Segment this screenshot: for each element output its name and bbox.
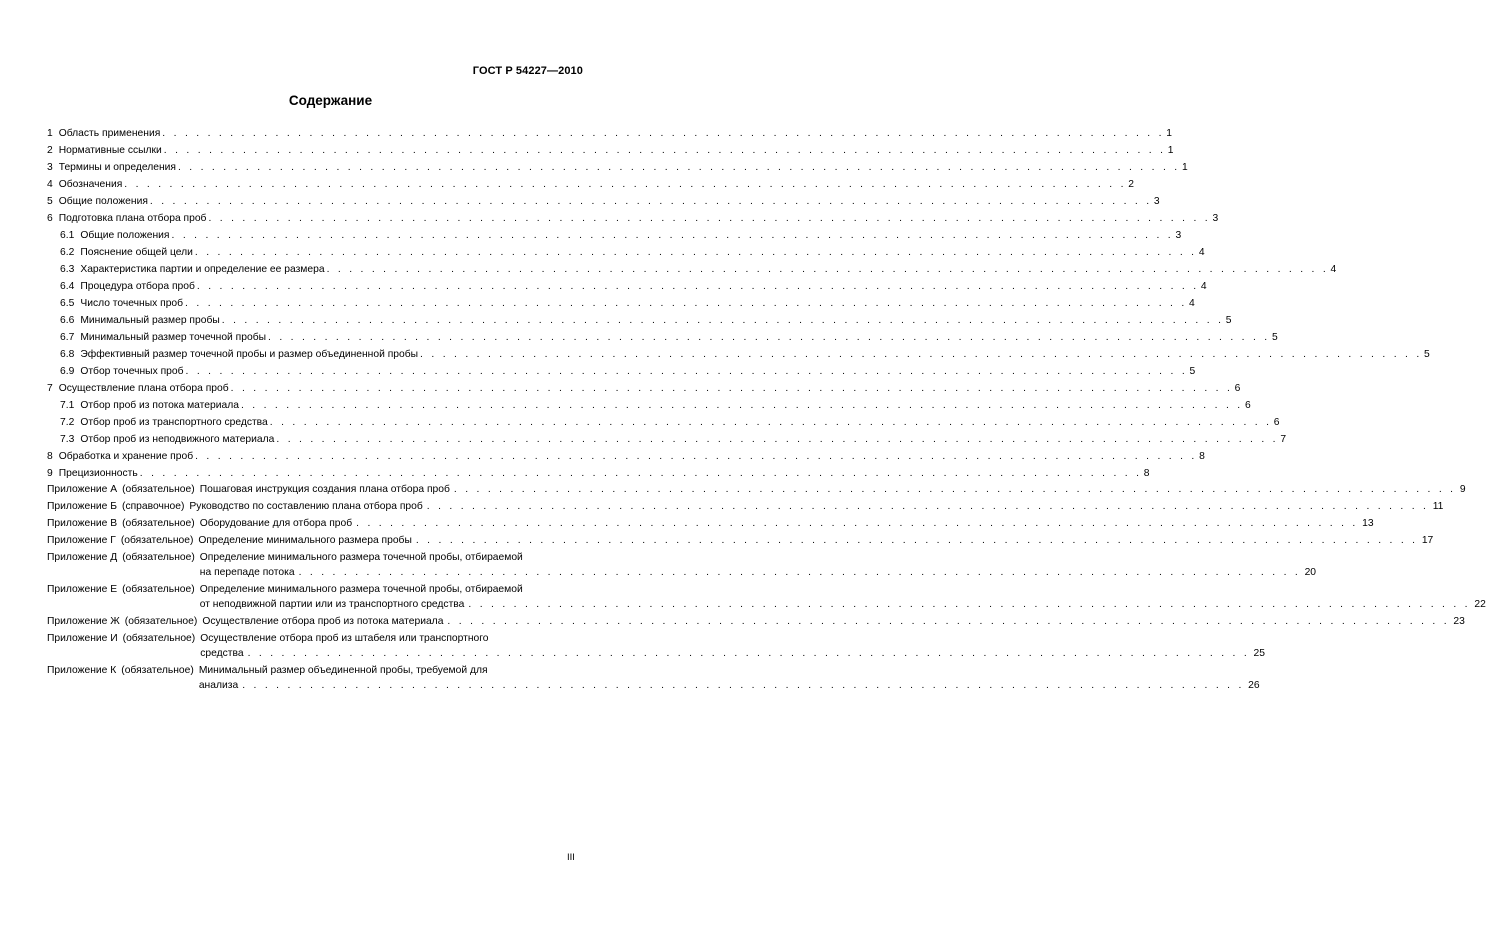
page-reference: 7 xyxy=(1280,434,1287,445)
toc-section-entry[interactable] xyxy=(47,463,1150,480)
dot-leader: . . . . . . . . . . . . . . . . . . . . . . . . . . . . . . . . . . . . . . . . . . . . . . . . . . . . . . . . . . . . . . . . . . . . . . . . . . . . . . . . . . . . . . . . . xyxy=(326,264,1329,275)
toc-subsection-entry[interactable] xyxy=(47,361,1196,378)
toc-subsection-entry[interactable] xyxy=(47,327,1278,344)
dot-leader: . . . . . . . . . . . . . . . . . . . . . . . . . . . . . . . . . . . . . . . . . . . . . . . . . . . . . . . . . . . . . . . . . . . . . . . . . . . . . . . . . . . . . . . . . xyxy=(242,680,1245,691)
section-title: Подготовка плана отбора проб xyxy=(58,213,207,224)
appendix-title-line xyxy=(198,678,1260,693)
section-number: 6 xyxy=(47,213,53,224)
dot-leader: . . . . . . . . . . . . . . . . . . . . . . . . . . . . . . . . . . . . . . . . . . . . . . . . . . . . . . . . . . . . . . . . . . . . . . . . . . . . . . . . . . . . . . . . . xyxy=(221,315,1224,326)
toc-appendix-entry[interactable] xyxy=(47,516,1374,531)
dot-leader: . . . . . . . . . . . . . . . . . . . . . . . . . . . . . . . . . . . . . . . . . . . . . . . . . . . . . . . . . . . . . . . . . . . . . . . . . . . . . . . . . . . . . . . . . xyxy=(247,648,1250,659)
dot-leader: . . . . . . . . . . . . . . . . . . . . . . . . . . . . . . . . . . . . . . . . . . . . . . . . . . . . . . . . . . . . . . . . . . . . . . . . . . . . . . . . . . . . . . . . . xyxy=(196,281,1199,292)
appendix-title xyxy=(199,550,1317,580)
page-reference: 1 xyxy=(1166,128,1172,139)
section-title: Характеристика партии и определение ее размера xyxy=(80,264,325,275)
section-title: Осуществление плана отбора проб xyxy=(58,383,229,394)
page-reference: 3 xyxy=(1212,213,1219,224)
page-reference: 23 xyxy=(1453,616,1465,627)
appendix-status: (обязательное) xyxy=(122,552,195,563)
toc-appendix-entry[interactable] xyxy=(47,631,1265,661)
page-reference: 26 xyxy=(1248,680,1260,691)
section-number: 8 xyxy=(47,451,53,462)
section-number: 6.2 xyxy=(60,247,75,258)
dot-leader: . . . . . . . . . . . . . . . . . . . . . . . . . . . . . . . . . . . . . . . . . . . . . . . . . . . . . . . . . . . . . . . . . . . . . . . . . . . . . . . . . . . . . . . . . xyxy=(177,162,1180,173)
dot-leader: . . . . . . . . . . . . . . . . . . . . . . . . . . . . . . . . . . . . . . . . . . . . . . . . . . . . . . . . . . . . . . . . . . . . . . . . . . . . . . . . . . . . . . . . . xyxy=(163,145,1166,156)
toc-subsection-entry[interactable] xyxy=(47,242,1205,259)
dot-leader: . . . . . . . . . . . . . . . . . . . . . . . . . . . . . . . . . . . . . . . . . . . . . . . . . . . . . . . . . . . . . . . . . . . . . . . . . . . . . . . . . . . . . . . . . xyxy=(269,417,1272,428)
toc-subsection-entry[interactable] xyxy=(47,293,1195,310)
dot-leader: . . . . . . . . . . . . . . . . . . . . . . . . . . . . . . . . . . . . . . . . . . . . . . . . . . . . . . . . . . . . . . . . . . . . . . . . . . . . . . . . . . . . . . . . . xyxy=(276,434,1279,445)
page-reference: 3 xyxy=(1175,230,1182,241)
toc-section-entry[interactable] xyxy=(47,157,1188,174)
appendix-name: Приложение В xyxy=(47,518,118,529)
appendix-status: (обязательное) xyxy=(122,584,195,595)
section-title: Отбор проб из транспортного средства xyxy=(80,417,268,428)
dot-leader: . . . . . . . . . . . . . . . . . . . . . . . . . . . . . . . . . . . . . . . . . . . . . . . . . . . . . . . . . . . . . . . . . . . . . . . . . . . . . . . . . . . . . . . . . xyxy=(415,535,1418,546)
appendix-status: (обязательное) xyxy=(120,535,194,546)
page-reference: 4 xyxy=(1200,281,1207,292)
page-reference: 1 xyxy=(1167,145,1174,156)
table-of-contents xyxy=(47,123,1486,693)
section-title: Минимальный размер точечной пробы xyxy=(80,332,266,343)
page-reference: 5 xyxy=(1271,332,1278,343)
appendix-title xyxy=(198,533,1434,548)
toc-appendix-entry[interactable] xyxy=(47,663,1260,693)
appendix-title-text: Осуществление отбора проб из штабеля или транспортного xyxy=(200,633,489,644)
dot-leader: . . . . . . . . . . . . . . . . . . . . . . . . . . . . . . . . . . . . . . . . . . . . . . . . . . . . . . . . . . . . . . . . . . . . . . . . . . . . . . . . . . . . . . . . . xyxy=(124,179,1127,190)
section-title: Термины и определения xyxy=(58,162,176,173)
page-reference: 9 xyxy=(1459,484,1466,495)
dot-leader: . . . . . . . . . . . . . . . . . . . . . . . . . . . . . . . . . . . . . . . . . . . . . . . . . . . . . . . . . . . . . . . . . . . . . . . . . . . . . . . . . . . . . . . . . xyxy=(420,349,1423,360)
appendix-name: Приложение К xyxy=(47,665,117,676)
toc-section-entry[interactable] xyxy=(47,123,1172,140)
appendix-status: (обязательное) xyxy=(121,665,194,676)
section-number: 4 xyxy=(47,179,53,190)
toc-appendix-entry[interactable] xyxy=(47,499,1444,514)
page-reference: 5 xyxy=(1225,315,1232,326)
page-reference: 5 xyxy=(1189,366,1196,377)
standard-code: ГОСТ Р 54227—2010 xyxy=(472,65,583,77)
section-number: 6.8 xyxy=(60,349,75,360)
page-reference: 4 xyxy=(1198,247,1205,258)
appendix-title-text: анализа xyxy=(198,680,239,691)
toc-subsection-entry[interactable] xyxy=(47,395,1251,412)
appendix-title-text: Осуществление отбора проб из потока материала xyxy=(202,616,444,627)
appendix-status: (обязательное) xyxy=(122,484,195,495)
toc-subsection-entry[interactable] xyxy=(47,276,1207,293)
section-number: 1 xyxy=(47,128,53,139)
section-number: 7.3 xyxy=(60,434,75,445)
section-title: Прецизионность xyxy=(58,468,138,479)
appendix-title xyxy=(189,499,1444,514)
dot-leader: . . . . . . . . . . . . . . . . . . . . . . . . . . . . . . . . . . . . . . . . . . . . . . . . . . . . . . . . . . . . . . . . . . . . . . . . . . . . . . . . . . . . . . . . . xyxy=(268,332,1270,343)
toc-section-entry[interactable] xyxy=(47,446,1205,463)
appendix-title-text: средства xyxy=(200,648,244,659)
page-reference: 6 xyxy=(1234,383,1241,394)
toc-appendix-entry[interactable] xyxy=(47,533,1434,548)
dot-leader: . . . . . . . . . . . . . . . . . . . . . . . . . . . . . . . . . . . . . . . . . . . . . . . . . . . . . . . . . . . . . . . . . . . . . . . . . . . . . . . . . . . . . . . . . xyxy=(139,468,1142,479)
appendix-title-text: от неподвижной партии или из транспортного средства xyxy=(199,599,465,610)
dot-leader: . . . . . . . . . . . . . . . . . . . . . . . . . . . . . . . . . . . . . . . . . . . . . . . . . . . . . . . . . . . . . . . . . . . . . . . . . . . . . . . . . . . . . . . . . xyxy=(195,451,1198,462)
page-reference: 8 xyxy=(1143,468,1150,479)
toc-appendix-entry[interactable] xyxy=(47,582,1486,612)
appendix-status: (справочное) xyxy=(122,501,185,512)
appendix-title xyxy=(199,516,1374,531)
appendix-title-line xyxy=(200,646,1265,661)
appendix-title-line xyxy=(202,614,1465,629)
toc-section-entry[interactable] xyxy=(47,174,1134,191)
page-reference: 8 xyxy=(1199,451,1205,462)
toc-appendix-entry[interactable] xyxy=(47,482,1466,497)
appendix-status: (обязательное) xyxy=(124,616,198,627)
appendix-title xyxy=(202,614,1465,629)
section-number: 6.7 xyxy=(60,332,75,343)
page-reference: 11 xyxy=(1432,501,1444,512)
appendix-name: Приложение Ж xyxy=(47,616,120,627)
section-title: Общие положения xyxy=(80,230,170,241)
section-title: Эффективный размер точечной пробы и размер объединенной пробы xyxy=(80,349,419,360)
appendix-title-line xyxy=(199,482,1466,497)
toc-subsection-entry[interactable] xyxy=(47,225,1182,242)
toc-title: Содержание xyxy=(288,93,373,108)
toc-appendix-entry[interactable] xyxy=(47,614,1465,629)
appendix-status: (обязательное) xyxy=(122,518,195,529)
section-title: Область применения xyxy=(58,128,161,139)
appendix-title-line xyxy=(198,533,1434,548)
section-number: 9 xyxy=(47,468,53,479)
appendix-title xyxy=(198,663,1260,693)
section-title: Обозначения xyxy=(58,179,123,190)
toc-section-entry[interactable] xyxy=(47,378,1241,395)
section-title: Минимальный размер пробы xyxy=(80,315,220,326)
page-number: III xyxy=(567,852,575,863)
section-number: 6.6 xyxy=(60,315,75,326)
section-number: 6.5 xyxy=(60,298,75,309)
dot-leader: . . . . . . . . . . . . . . . . . . . . . . . . . . . . . . . . . . . . . . . . . . . . . . . . . . . . . . . . . . . . . . . . . . . . . . . . . . . . . . . . . . . . . . . . . xyxy=(149,196,1152,207)
dot-leader: . . . . . . . . . . . . . . . . . . . . . . . . . . . . . . . . . . . . . . . . . . . . . . . . . . . . . . . . . . . . . . . . . . . . . . . . . . . . . . . . . . . . . . . . . xyxy=(162,128,1165,139)
appendix-title-text: Руководство по составлению плана отбора проб xyxy=(189,501,423,512)
page-reference: 5 xyxy=(1424,349,1430,360)
appendix-name: Приложение Д xyxy=(47,552,118,563)
toc-section-entry[interactable] xyxy=(47,140,1174,157)
section-number: 3 xyxy=(47,162,53,173)
appendix-title-line xyxy=(199,565,1317,580)
appendix-title-text: Определение минимального размера пробы xyxy=(198,535,412,546)
page-reference: 20 xyxy=(1304,567,1317,578)
dot-leader: . . . . . . . . . . . . . . . . . . . . . . . . . . . . . . . . . . . . . . . . . . . . . . . . . . . . . . . . . . . . . . . . . . . . . . . . . . . . . . . . . . . . . . . . . xyxy=(468,599,1471,610)
section-title: Обработка и хранение проб xyxy=(58,451,194,462)
appendix-title-text: на перепаде потока xyxy=(199,567,295,578)
section-number: 6.3 xyxy=(60,264,75,275)
appendix-title-text: Определение минимального размера точечной пробы, отбираемой xyxy=(199,584,523,595)
dot-leader: . . . . . . . . . . . . . . . . . . . . . . . . . . . . . . . . . . . . . . . . . . . . . . . . . . . . . . . . . . . . . . . . . . . . . . . . . . . . . . . . . . . . . . . . . xyxy=(240,400,1243,411)
dot-leader: . . . . . . . . . . . . . . . . . . . . . . . . . . . . . . . . . . . . . . . . . . . . . . . . . . . . . . . . . . . . . . . . . . . . . . . . . . . . . . . . . . . . . . . . . xyxy=(230,383,1233,394)
dot-leader: . . . . . . . . . . . . . . . . . . . . . . . . . . . . . . . . . . . . . . . . . . . . . . . . . . . . . . . . . . . . . . . . . . . . . . . . . . . . . . . . . . . . . . . . . xyxy=(208,213,1211,224)
appendix-title-line xyxy=(200,582,584,597)
dot-leader: . . . . . . . . . . . . . . . . . . . . . . . . . . . . . . . . . . . . . . . . . . . . . . . . . . . . . . . . . . . . . . . . . . . . . . . . . . . . . . . . . . . . . . . . . xyxy=(185,298,1188,309)
dot-leader: . . . . . . . . . . . . . . . . . . . . . . . . . . . . . . . . . . . . . . . . . . . . . . . . . . . . . . . . . . . . . . . . . . . . . . . . . . . . . . . . . . . . . . . . . xyxy=(298,567,1301,578)
page-reference: 6 xyxy=(1244,400,1251,411)
section-title: Число точечных проб xyxy=(80,298,184,309)
appendix-title-text: Определение минимального размера точечной пробы, отбираемой xyxy=(199,552,523,563)
section-number: 6.4 xyxy=(60,281,75,292)
page-reference: 17 xyxy=(1421,535,1434,546)
dot-leader: . . . . . . . . . . . . . . . . . . . . . . . . . . . . . . . . . . . . . . . . . . . . . . . . . . . . . . . . . . . . . . . . . . . . . . . . . . . . . . . . . . . . . . . . . xyxy=(171,230,1174,241)
section-number: 6.1 xyxy=(60,230,75,241)
toc-subsection-entry[interactable] xyxy=(47,412,1280,429)
page-reference: 2 xyxy=(1128,179,1134,190)
toc-subsection-entry[interactable] xyxy=(47,310,1232,327)
toc-subsection-entry[interactable] xyxy=(47,429,1287,446)
dot-leader: . . . . . . . . . . . . . . . . . . . . . . . . . . . . . . . . . . . . . . . . . . . . . . . . . . . . . . . . . . . . . . . . . . . . . . . . . . . . . . . . . . . . . . . . . xyxy=(447,616,1450,627)
appendix-title-line xyxy=(199,516,1374,531)
appendix-title-text: Минимальный размер объединенной пробы, требуемой для xyxy=(198,665,488,676)
section-title: Отбор точечных проб xyxy=(80,366,184,377)
appendix-status: (обязательное) xyxy=(122,633,196,644)
page-reference: 6 xyxy=(1273,417,1280,428)
appendix-name: Приложение Е xyxy=(47,584,118,595)
dot-leader: . . . . . . . . . . . . . . . . . . . . . . . . . . . . . . . . . . . . . . . . . . . . . . . . . . . . . . . . . . . . . . . . . . . . . . . . . . . . . . . . . . . . . . . . . xyxy=(426,501,1429,512)
section-title: Пояснение общей цели xyxy=(80,247,193,258)
section-title: Общие положения xyxy=(58,196,148,207)
toc-appendix-entry[interactable] xyxy=(47,550,1317,580)
dot-leader: . . . . . . . . . . . . . . . . . . . . . . . . . . . . . . . . . . . . . . . . . . . . . . . . . . . . . . . . . . . . . . . . . . . . . . . . . . . . . . . . . . . . . . . . . xyxy=(185,366,1188,377)
appendix-title-text: Пошаговая инструкция создания плана отбора проб xyxy=(199,484,450,495)
section-number: 5 xyxy=(47,196,53,207)
page-reference: 1 xyxy=(1181,162,1188,173)
appendix-name: Приложение И xyxy=(47,633,118,644)
appendix-title-line xyxy=(189,499,1444,514)
appendix-title-line xyxy=(200,631,584,646)
section-number: 7.2 xyxy=(60,417,75,428)
section-number: 2 xyxy=(47,145,53,156)
section-number: 7.1 xyxy=(60,400,75,411)
dot-leader: . . . . . . . . . . . . . . . . . . . . . . . . . . . . . . . . . . . . . . . . . . . . . . . . . . . . . . . . . . . . . . . . . . . . . . . . . . . . . . . . . . . . . . . . . xyxy=(194,247,1197,258)
section-title: Нормативные ссылки xyxy=(58,145,162,156)
dot-leader: . . . . . . . . . . . . . . . . . . . . . . . . . . . . . . . . . . . . . . . . . . . . . . . . . . . . . . . . . . . . . . . . . . . . . . . . . . . . . . . . . . . . . . . . . xyxy=(356,518,1359,529)
toc-subsection-entry[interactable] xyxy=(47,344,1430,361)
appendix-name: Приложение А xyxy=(47,484,118,495)
appendix-title-line xyxy=(200,550,584,565)
appendix-title xyxy=(199,582,1486,612)
page-reference: 4 xyxy=(1189,298,1195,309)
page-reference: 13 xyxy=(1362,518,1374,529)
appendix-name: Приложение Б xyxy=(47,501,118,512)
section-title: Отбор проб из потока материала xyxy=(80,400,239,411)
section-title: Процедура отбора проб xyxy=(80,281,195,292)
toc-subsection-entry[interactable] xyxy=(47,259,1337,276)
appendix-title-line xyxy=(199,597,1486,612)
page-reference: 22 xyxy=(1474,599,1486,610)
appendix-name: Приложение Г xyxy=(47,535,116,546)
toc-section-entry[interactable] xyxy=(47,208,1219,225)
appendix-title xyxy=(200,631,1265,661)
section-number: 7 xyxy=(47,383,53,394)
appendix-title-text: Оборудование для отбора проб xyxy=(199,518,353,529)
page-reference: 3 xyxy=(1153,196,1160,207)
dot-leader: . . . . . . . . . . . . . . . . . . . . . . . . . . . . . . . . . . . . . . . . . . . . . . . . . . . . . . . . . . . . . . . . . . . . . . . . . . . . . . . . . . . . . . . . . xyxy=(453,484,1456,495)
toc-section-entry[interactable] xyxy=(47,191,1160,208)
page-reference: 4 xyxy=(1330,264,1337,275)
appendix-title-line xyxy=(199,663,584,678)
section-title: Отбор проб из неподвижного материала xyxy=(80,434,275,445)
section-number: 6.9 xyxy=(60,366,75,377)
appendix-title xyxy=(199,482,1466,497)
page-reference: 25 xyxy=(1253,648,1265,659)
